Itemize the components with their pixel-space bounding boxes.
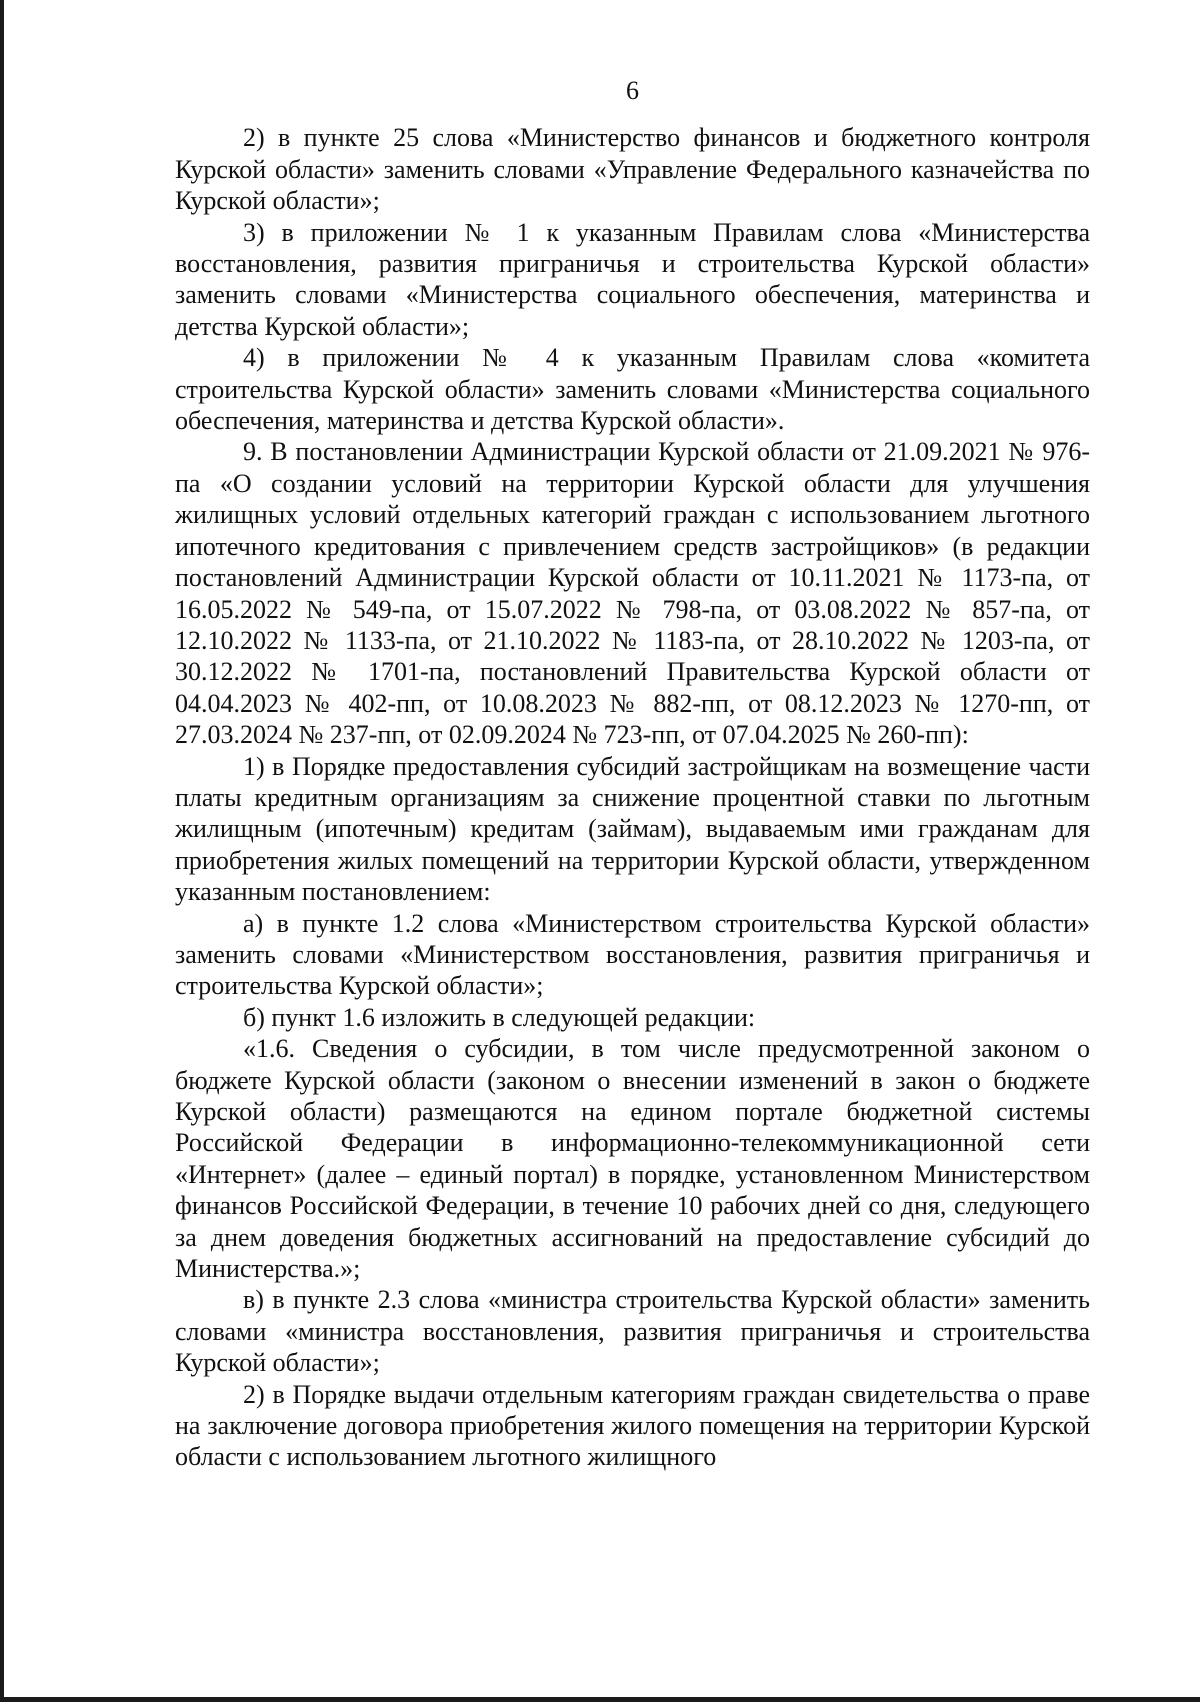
paragraph-subitem-b: б) пункт 1.6 изложить в следующей редакции: (243, 1002, 756, 1032)
paragraph-point-1-6-text: «1.6. Сведения о субсидии, в том числе предусмотренной законом о бюджете Курской области (законом о внесении изменений в закон о бюджете Курской области) размещаются на едином портале бюджетной системы Российской Федерации в информационно-телекоммуникационной сети «Интернет» (далее – единый портал) в порядке, установленном Министерством финансов Российской Федерации, в течение 10 рабочих дней со дня, следующего за днем доведения бюджетных ассигнований на предоставление субсидий до Министерства.»; (175, 1034, 1090, 1284)
paragraph-item-3-appendix-1: 3) в приложении № 1 к указанным Правилам слова «Министерства восстановления, развития приграничья и строительства Курской области» заменить словами «Министерства социального обеспечения, материнства и детства Курской области»; (175, 217, 1090, 341)
paragraph-subsection-2: 2) в Порядке выдачи отдельным категориям граждан свидетельства о праве на заключение договора приобретения жилого помещения на территории Курской области с использованием льготного жилищного (175, 1379, 1090, 1472)
page-number: 6 (626, 76, 639, 105)
paragraph-item-4-appendix-4: 4) в приложении № 4 к указанным Правилам слова «комитета строительства Курской области» заменить словами «Министерства социального обеспечения, материнства и детства Курской области». (175, 343, 1090, 436)
paragraph-subsection-1: 1) в Порядке предоставления субсидий застройщикам на возмещение части платы кредитным организациям за снижение процентной ставки по льготным жилищным (ипотечным) кредитам (займам), выдаваемым ими гражданам для приобретения жилых помещений на территории Курской области, утвержденном указанным постановлением: (175, 751, 1090, 907)
paragraph-section-9: 9. В постановлении Администрации Курской области от 21.09.2021 № 976-па «О создании условий на территории Курской области для улучшения жилищных условий отдельных категорий граждан с использованием льготного ипотечного кредитования с привлечением средств застройщиков» (в редакции постановлений Администрации Курской области от 10.11.2021 № 1173-па, от 16.05.2022 № 549-па, от 15.07.2022 № 798-па, от 03.08.2022 № 857-па, от 12.10.2022 № 1133-па, от 21.10.2022 № 1183-па, от 28.10.2022 № 1203-па, от 30.12.2022 № 1701-па, постановлений Правительства Курской области от 04.04.2023 № 402-пп, от 10.08.2023 № 882-пп, от 08.12.2023 № 1270-пп, от 27.03.2024 № 237-пп, от 02.09.2024 № 723-пп, от 07.04.2025 № 260-пп): (175, 437, 1090, 750)
scan-left-edge (0, 0, 4, 1702)
paragraph-subitem-v: в) в пункте 2.3 слова «министра строительства Курской области» заменить словами «министра восстановления, развития приграничья и строительства Курской области»; (175, 1285, 1090, 1378)
paragraph-subitem-a: а) в пункте 1.2 слова «Министерством строительства Курской области» заменить словами «Министерством восстановления, развития приграничья и строительства Курской области»; (175, 908, 1090, 1001)
scan-bottom-edge (0, 1697, 1200, 1702)
document-page (175, 75, 1090, 1473)
paragraph-item-2-point-25: 2) в пункте 25 слова «Министерство финансов и бюджетного контроля Курской области» заменить словами «Управление Федерального казначейства по Курской области»; (175, 123, 1090, 216)
